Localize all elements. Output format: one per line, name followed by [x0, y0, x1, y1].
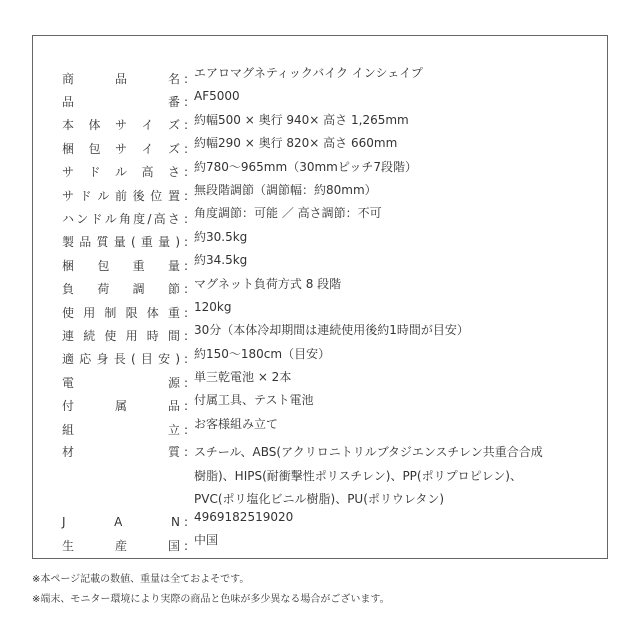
footnotes: [32, 570, 390, 610]
spec-colon: :: [183, 375, 189, 390]
spec-row: [62, 184, 543, 207]
spec-label: 電 源: [62, 375, 180, 390]
spec-colon: :: [183, 71, 189, 86]
spec-value: [192, 418, 278, 441]
spec-value: [192, 348, 330, 371]
spec-row: [62, 207, 543, 230]
spec-colon: :: [183, 95, 189, 110]
spec-value-line: 樹脂)、HIPS(耐衝撃性ポリスチレン)、PP(ポリプロピレン)、: [194, 468, 522, 483]
spec-label: 品 番: [62, 95, 180, 110]
spec-colon: :: [183, 212, 189, 227]
spec-row: [62, 231, 543, 254]
spec-list: [62, 67, 543, 557]
spec-colon: :: [183, 235, 189, 250]
spec-row: [62, 90, 543, 113]
spec-row: [62, 394, 543, 417]
spec-row: [62, 254, 543, 277]
spec-row: [62, 301, 543, 324]
spec-label: 付 属 品: [62, 399, 180, 414]
spec-row: [62, 441, 543, 510]
spec-label: 連 続 使 用 時 間: [62, 328, 180, 343]
spec-label: ハ ン ド ル 角 度 / 高 さ: [62, 212, 180, 227]
spec-value: [192, 301, 231, 324]
spec-value: [192, 184, 377, 207]
spec-row: [62, 371, 543, 394]
spec-value-line: お客様組み立て: [194, 416, 279, 431]
spec-value-line: 角度調節：可能 ／ 高さ調節：不可: [194, 206, 382, 221]
spec-label: 商 品 名: [62, 71, 180, 86]
spec-value: [192, 446, 543, 516]
spec-row: [62, 324, 543, 347]
footnote-color: ※端末、モニター環境により実際の商品と色味が多少異なる場合がございます。: [32, 594, 390, 605]
spec-colon: :: [183, 352, 189, 367]
spec-value: [192, 254, 247, 277]
spec-value: [192, 207, 382, 230]
spec-value-line: 約34.5kg: [194, 253, 248, 268]
spec-label: 本 体 サ イ ズ: [62, 118, 180, 133]
spec-label: サ ド ル 前 後 位 置: [62, 188, 180, 203]
spec-colon: :: [183, 258, 189, 273]
spec-label: 材 質: [62, 445, 180, 460]
footnote-weight: ※本ページ記載の数値、重量は全ておよそです。: [32, 574, 250, 585]
spec-row: [62, 534, 543, 557]
spec-value: [192, 278, 341, 301]
spec-value: [192, 114, 409, 137]
spec-label: 梱 包 重 量: [62, 258, 180, 273]
spec-value: [192, 231, 247, 254]
spec-value-line: PVC(ポリ塩化ビニル樹脂)、PU(ポリウレタン): [194, 492, 445, 507]
spec-colon: :: [183, 165, 189, 180]
spec-value-line: 約幅500 × 奥行 940× 高さ 1,265mm: [194, 112, 409, 127]
spec-value-line: 中国: [194, 532, 219, 547]
spec-row: [62, 278, 543, 301]
spec-colon: :: [183, 188, 189, 203]
spec-label: J A N: [62, 515, 180, 530]
spec-value-line: 約150～180cm（目安）: [194, 346, 331, 361]
spec-value-line: 約30.5kg: [194, 229, 248, 244]
spec-value: [192, 534, 218, 557]
spec-value-line: AF5000: [194, 89, 240, 104]
spec-label: 組 立: [62, 422, 180, 437]
spec-colon: :: [183, 141, 189, 156]
spec-row: [62, 348, 543, 371]
spec-label: 生 産 国: [62, 538, 180, 553]
spec-value-line: 約780～965mm（30mmピッチ7段階）: [194, 159, 417, 174]
spec-value: [192, 90, 240, 113]
spec-value-line: 約幅290 × 奥行 820× 高さ 660mm: [194, 136, 398, 151]
spec-row: [62, 67, 543, 90]
spec-row: [62, 418, 543, 441]
spec-colon: :: [183, 399, 189, 414]
spec-colon: :: [183, 422, 189, 437]
spec-value: [192, 67, 423, 90]
spec-label: 適 応 身 長 ( 目 安 ): [62, 352, 180, 367]
spec-value: [192, 371, 291, 394]
spec-value-line: 4969182519020: [194, 509, 294, 524]
spec-colon: :: [183, 282, 189, 297]
spec-colon: :: [183, 118, 189, 133]
spec-value-line: マグネット負荷方式 8 段階: [194, 276, 342, 291]
spec-colon: :: [183, 538, 189, 553]
spec-colon: :: [183, 445, 189, 460]
spec-value-line: 120kg: [194, 299, 232, 314]
spec-row: [62, 161, 543, 184]
spec-label: 製 品 質 量 ( 重 量 ): [62, 235, 180, 250]
spec-value-line: エアロマグネティックバイク インシェイプ: [194, 66, 423, 80]
spec-value: [192, 394, 314, 417]
spec-value-line: 30分（本体冷却期間は連続使用後約1時間が目安）: [194, 323, 469, 338]
spec-label: 負 荷 調 節: [62, 282, 180, 297]
spec-value-line: 付属工具、テスト電池: [194, 393, 314, 408]
spec-value: [192, 511, 293, 534]
spec-value-line: スチール、ABS(アクリロニトリルブタジエンスチレン共重合合成: [194, 445, 543, 460]
spec-row: [62, 114, 543, 137]
spec-colon: :: [183, 515, 189, 530]
spec-label: サ ド ル 高 さ: [62, 165, 180, 180]
spec-value: [192, 161, 417, 184]
spec-colon: :: [183, 328, 189, 343]
spec-label: 梱 包 サ イ ズ: [62, 141, 180, 156]
spec-table: [32, 35, 608, 559]
spec-value: [192, 137, 397, 160]
spec-value: [192, 324, 469, 347]
spec-colon: :: [183, 305, 189, 320]
spec-row: [62, 137, 543, 160]
spec-value-line: 無段階調節（調節幅：約80mm）: [194, 182, 377, 197]
spec-label: 使 用 制 限 体 重: [62, 305, 180, 320]
spec-value-line: 単三乾電池 × 2本: [194, 370, 292, 385]
